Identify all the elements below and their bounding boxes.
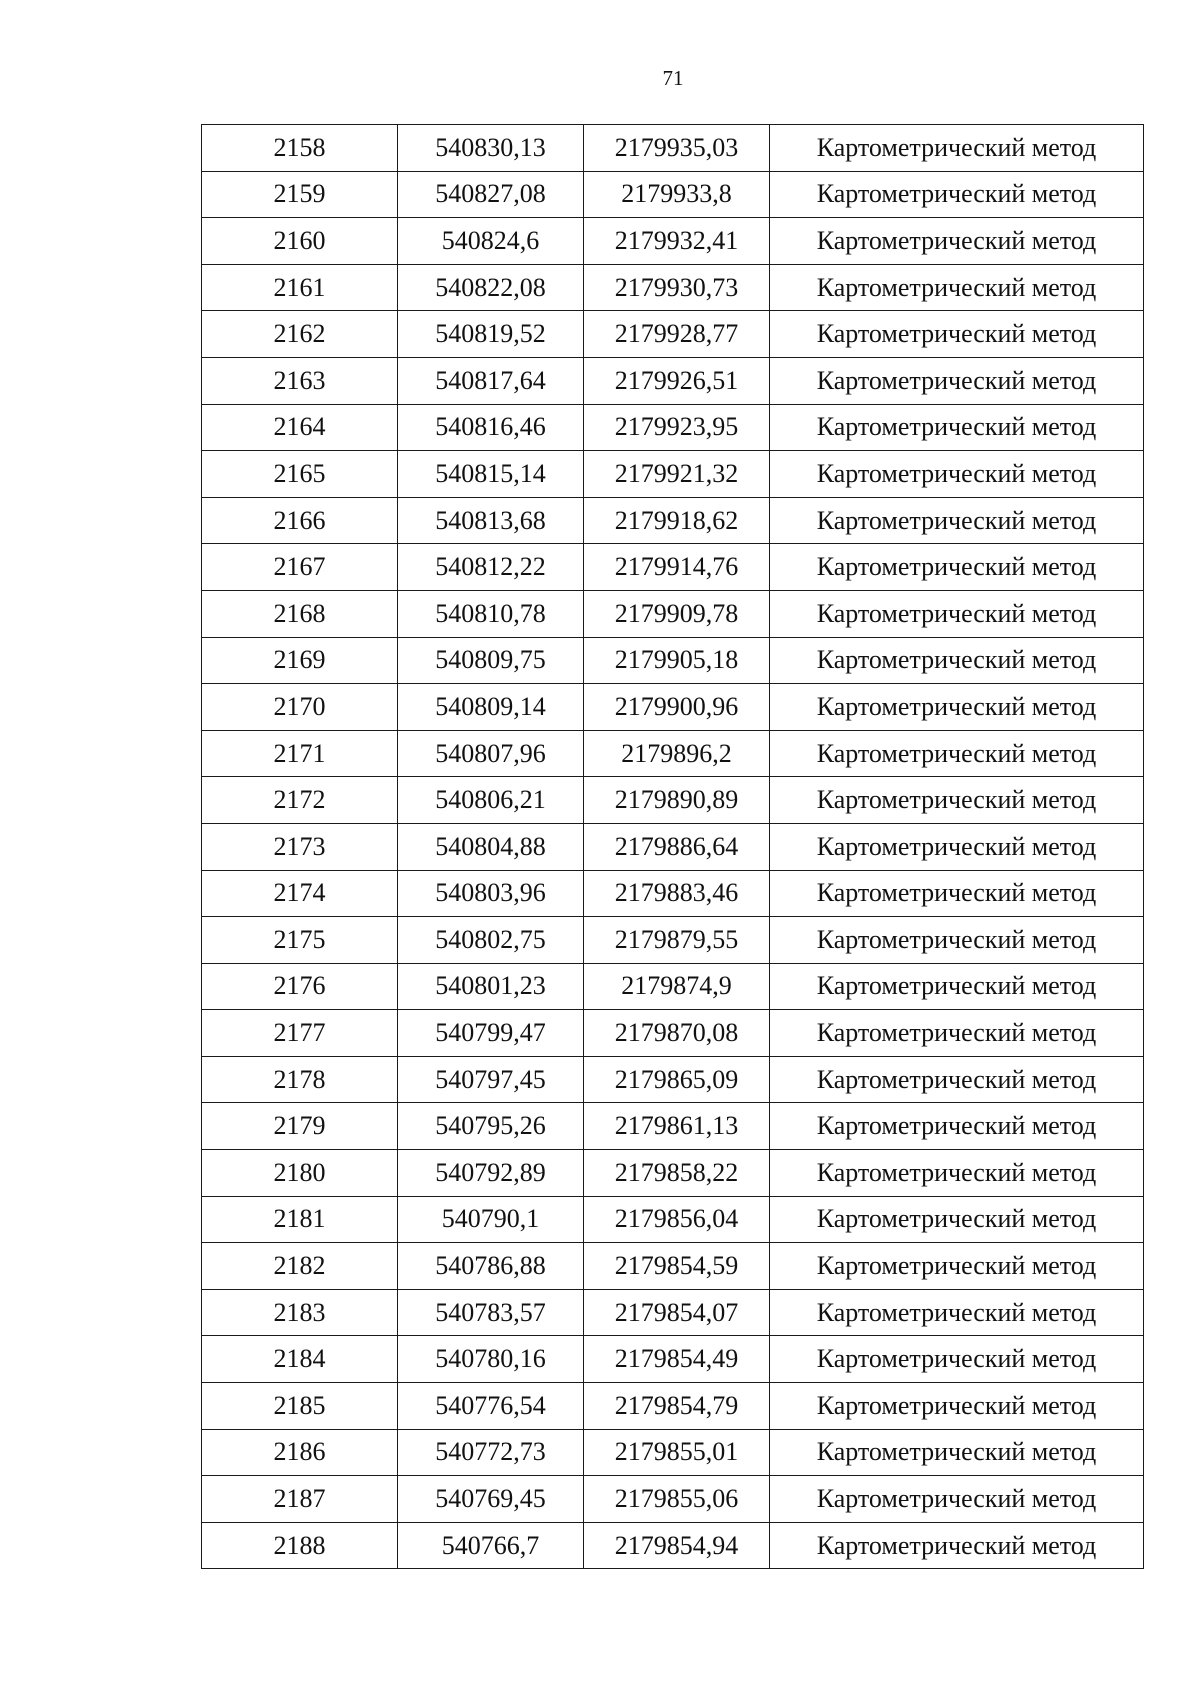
x-coordinate-cell: 540816,46 [398, 404, 584, 451]
x-coordinate-cell: 540830,13 [398, 125, 584, 172]
method-cell: Картометрический метод [770, 171, 1144, 218]
point-number-cell: 2172 [202, 777, 398, 824]
method-cell: Картометрический метод [770, 264, 1144, 311]
y-coordinate-cell: 2179854,49 [584, 1336, 770, 1383]
y-coordinate-cell: 2179900,96 [584, 684, 770, 731]
method-cell: Картометрический метод [770, 357, 1144, 404]
y-coordinate-cell: 2179854,79 [584, 1383, 770, 1430]
table-row [202, 218, 1144, 265]
method-cell: Картометрический метод [770, 1476, 1144, 1523]
y-coordinate-cell: 2179855,06 [584, 1476, 770, 1523]
method-cell: Картометрический метод [770, 1522, 1144, 1569]
y-coordinate-cell: 2179865,09 [584, 1056, 770, 1103]
point-number-cell: 2180 [202, 1150, 398, 1197]
method-cell: Картометрический метод [770, 1336, 1144, 1383]
point-number-cell: 2167 [202, 544, 398, 591]
table-row [202, 1336, 1144, 1383]
point-number-cell: 2165 [202, 451, 398, 498]
y-coordinate-cell: 2179858,22 [584, 1150, 770, 1197]
point-number-cell: 2174 [202, 870, 398, 917]
point-number-cell: 2176 [202, 963, 398, 1010]
table-row [202, 870, 1144, 917]
y-coordinate-cell: 2179861,13 [584, 1103, 770, 1150]
table-row [202, 1150, 1144, 1197]
coordinates-table [201, 124, 1144, 1569]
table-row [202, 1010, 1144, 1057]
point-number-cell: 2182 [202, 1243, 398, 1290]
x-coordinate-cell: 540824,6 [398, 218, 584, 265]
point-number-cell: 2159 [202, 171, 398, 218]
point-number-cell: 2178 [202, 1056, 398, 1103]
x-coordinate-cell: 540803,96 [398, 870, 584, 917]
x-coordinate-cell: 540772,73 [398, 1429, 584, 1476]
method-cell: Картометрический метод [770, 1150, 1144, 1197]
x-coordinate-cell: 540799,47 [398, 1010, 584, 1057]
table-row [202, 1429, 1144, 1476]
x-coordinate-cell: 540802,75 [398, 917, 584, 964]
page-number: 71 [662, 66, 684, 90]
y-coordinate-cell: 2179874,9 [584, 963, 770, 1010]
x-coordinate-cell: 540801,23 [398, 963, 584, 1010]
point-number-cell: 2186 [202, 1429, 398, 1476]
point-number-cell: 2163 [202, 357, 398, 404]
method-cell: Картометрический метод [770, 1103, 1144, 1150]
method-cell: Картометрический метод [770, 404, 1144, 451]
x-coordinate-cell: 540797,45 [398, 1056, 584, 1103]
x-coordinate-cell: 540813,68 [398, 497, 584, 544]
method-cell: Картометрический метод [770, 637, 1144, 684]
table-row [202, 917, 1144, 964]
y-coordinate-cell: 2179896,2 [584, 730, 770, 777]
x-coordinate-cell: 540822,08 [398, 264, 584, 311]
table-row [202, 544, 1144, 591]
point-number-cell: 2187 [202, 1476, 398, 1523]
point-number-cell: 2158 [202, 125, 398, 172]
x-coordinate-cell: 540809,14 [398, 684, 584, 731]
x-coordinate-cell: 540812,22 [398, 544, 584, 591]
table-row [202, 1476, 1144, 1523]
x-coordinate-cell: 540804,88 [398, 823, 584, 870]
point-number-cell: 2184 [202, 1336, 398, 1383]
x-coordinate-cell: 540790,1 [398, 1196, 584, 1243]
point-number-cell: 2175 [202, 917, 398, 964]
y-coordinate-cell: 2179856,04 [584, 1196, 770, 1243]
table-row [202, 1243, 1144, 1290]
method-cell: Картометрический метод [770, 963, 1144, 1010]
x-coordinate-cell: 540809,75 [398, 637, 584, 684]
point-number-cell: 2185 [202, 1383, 398, 1430]
point-number-cell: 2166 [202, 497, 398, 544]
table-row [202, 1522, 1144, 1569]
y-coordinate-cell: 2179928,77 [584, 311, 770, 358]
method-cell: Картометрический метод [770, 823, 1144, 870]
method-cell: Картометрический метод [770, 218, 1144, 265]
table-row [202, 637, 1144, 684]
table-row [202, 1383, 1144, 1430]
y-coordinate-cell: 2179854,59 [584, 1243, 770, 1290]
point-number-cell: 2160 [202, 218, 398, 265]
method-cell: Картометрический метод [770, 684, 1144, 731]
x-coordinate-cell: 540766,7 [398, 1522, 584, 1569]
table-row [202, 730, 1144, 777]
point-number-cell: 2177 [202, 1010, 398, 1057]
method-cell: Картометрический метод [770, 451, 1144, 498]
method-cell: Картометрический метод [770, 1056, 1144, 1103]
point-number-cell: 2170 [202, 684, 398, 731]
y-coordinate-cell: 2179890,89 [584, 777, 770, 824]
y-coordinate-cell: 2179855,01 [584, 1429, 770, 1476]
point-number-cell: 2168 [202, 590, 398, 637]
table-row [202, 1289, 1144, 1336]
table-row [202, 125, 1144, 172]
table-row [202, 264, 1144, 311]
x-coordinate-cell: 540806,21 [398, 777, 584, 824]
y-coordinate-cell: 2179909,78 [584, 590, 770, 637]
x-coordinate-cell: 540827,08 [398, 171, 584, 218]
method-cell: Картометрический метод [770, 730, 1144, 777]
table-row [202, 311, 1144, 358]
table-row [202, 171, 1144, 218]
table-row [202, 590, 1144, 637]
x-coordinate-cell: 540810,78 [398, 590, 584, 637]
y-coordinate-cell: 2179930,73 [584, 264, 770, 311]
method-cell: Картометрический метод [770, 1289, 1144, 1336]
table-row [202, 357, 1144, 404]
point-number-cell: 2179 [202, 1103, 398, 1150]
point-number-cell: 2183 [202, 1289, 398, 1336]
y-coordinate-cell: 2179921,32 [584, 451, 770, 498]
y-coordinate-cell: 2179918,62 [584, 497, 770, 544]
x-coordinate-cell: 540769,45 [398, 1476, 584, 1523]
point-number-cell: 2173 [202, 823, 398, 870]
table-row [202, 1196, 1144, 1243]
y-coordinate-cell: 2179914,76 [584, 544, 770, 591]
x-coordinate-cell: 540819,52 [398, 311, 584, 358]
y-coordinate-cell: 2179932,41 [584, 218, 770, 265]
table-row [202, 684, 1144, 731]
method-cell: Картометрический метод [770, 1429, 1144, 1476]
point-number-cell: 2162 [202, 311, 398, 358]
table-row [202, 777, 1144, 824]
method-cell: Картометрический метод [770, 870, 1144, 917]
x-coordinate-cell: 540792,89 [398, 1150, 584, 1197]
table-body [202, 125, 1144, 1569]
method-cell: Картометрический метод [770, 544, 1144, 591]
method-cell: Картометрический метод [770, 311, 1144, 358]
table-row [202, 823, 1144, 870]
y-coordinate-cell: 2179854,07 [584, 1289, 770, 1336]
x-coordinate-cell: 540795,26 [398, 1103, 584, 1150]
table-row [202, 963, 1144, 1010]
y-coordinate-cell: 2179923,95 [584, 404, 770, 451]
y-coordinate-cell: 2179933,8 [584, 171, 770, 218]
y-coordinate-cell: 2179883,46 [584, 870, 770, 917]
method-cell: Картометрический метод [770, 590, 1144, 637]
method-cell: Картометрический метод [770, 777, 1144, 824]
point-number-cell: 2171 [202, 730, 398, 777]
x-coordinate-cell: 540807,96 [398, 730, 584, 777]
x-coordinate-cell: 540783,57 [398, 1289, 584, 1336]
method-cell: Картометрический метод [770, 1010, 1144, 1057]
table-row [202, 1056, 1144, 1103]
method-cell: Картометрический метод [770, 125, 1144, 172]
method-cell: Картометрический метод [770, 1196, 1144, 1243]
x-coordinate-cell: 540780,16 [398, 1336, 584, 1383]
method-cell: Картометрический метод [770, 1243, 1144, 1290]
x-coordinate-cell: 540815,14 [398, 451, 584, 498]
y-coordinate-cell: 2179935,03 [584, 125, 770, 172]
y-coordinate-cell: 2179879,55 [584, 917, 770, 964]
method-cell: Картометрический метод [770, 1383, 1144, 1430]
x-coordinate-cell: 540786,88 [398, 1243, 584, 1290]
point-number-cell: 2188 [202, 1522, 398, 1569]
table-row [202, 497, 1144, 544]
point-number-cell: 2164 [202, 404, 398, 451]
point-number-cell: 2161 [202, 264, 398, 311]
y-coordinate-cell: 2179926,51 [584, 357, 770, 404]
point-number-cell: 2181 [202, 1196, 398, 1243]
point-number-cell: 2169 [202, 637, 398, 684]
y-coordinate-cell: 2179905,18 [584, 637, 770, 684]
y-coordinate-cell: 2179854,94 [584, 1522, 770, 1569]
x-coordinate-cell: 540776,54 [398, 1383, 584, 1430]
y-coordinate-cell: 2179886,64 [584, 823, 770, 870]
table-row [202, 404, 1144, 451]
table-row [202, 1103, 1144, 1150]
y-coordinate-cell: 2179870,08 [584, 1010, 770, 1057]
method-cell: Картометрический метод [770, 497, 1144, 544]
x-coordinate-cell: 540817,64 [398, 357, 584, 404]
table-row [202, 451, 1144, 498]
method-cell: Картометрический метод [770, 917, 1144, 964]
